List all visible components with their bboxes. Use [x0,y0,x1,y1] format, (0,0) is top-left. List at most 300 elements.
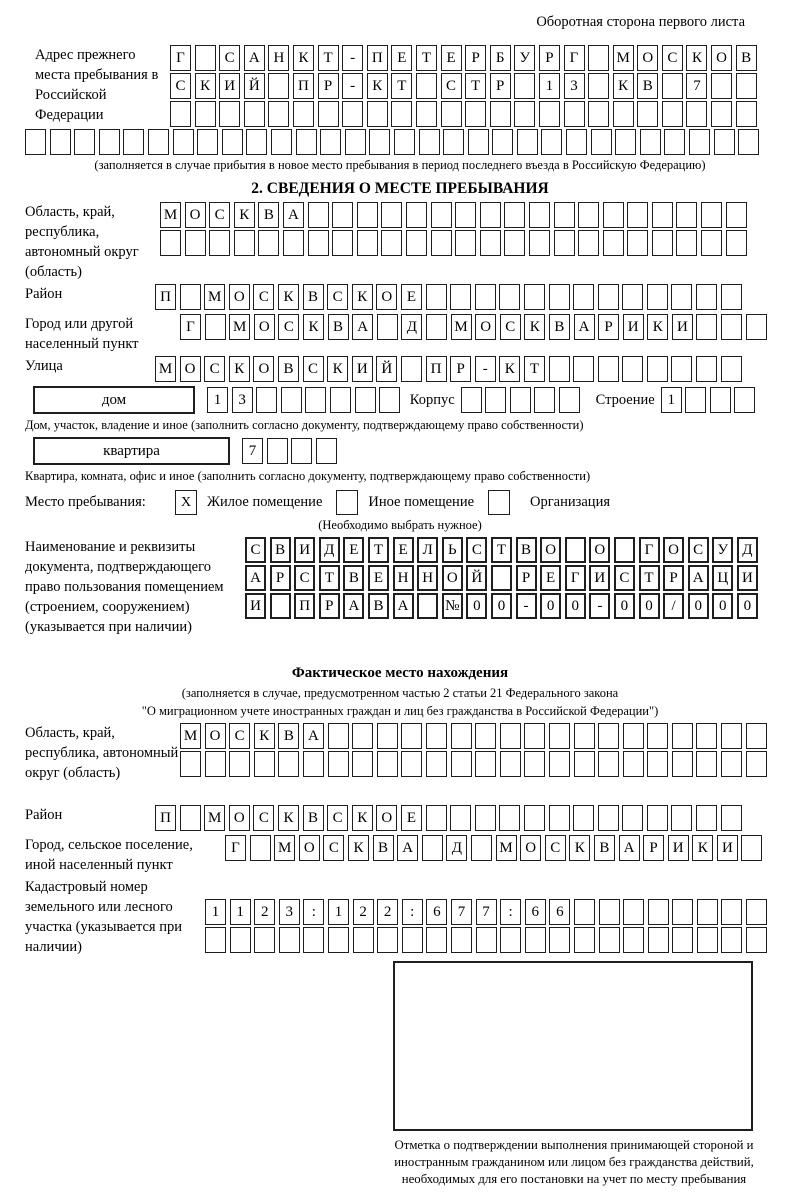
char-box: П [426,356,447,382]
char-box [721,314,742,340]
char-box [549,356,570,382]
char-box: К [348,835,369,861]
char-box [345,129,366,155]
char-box: С [204,356,225,382]
char-box [566,129,587,155]
char-box [696,751,717,777]
char-box: И [294,537,315,563]
char-box [268,101,289,127]
char-box: В [594,835,615,861]
stay-type-label: Место пребывания: [25,494,146,510]
char-box: А [283,202,304,228]
char-box: Р [318,73,339,99]
char-box [195,45,216,71]
char-box: В [278,723,299,749]
char-box: К [686,45,707,71]
char-box: С [500,314,521,340]
char-box [330,387,351,413]
region-row-1 [160,202,750,228]
district-field [25,284,775,312]
char-box: И [589,565,610,591]
char-box [615,129,636,155]
char-box [490,101,511,127]
char-box: О [229,805,250,831]
stay-type-field [25,490,775,515]
char-box [598,723,619,749]
house-note: Дом, участок, владение и иное (заполнить согласно документу, подтверждающему право собственности) [25,418,584,432]
char-box: 0 [491,593,512,619]
char-box [258,230,279,256]
char-box [416,101,437,127]
char-box [721,284,742,310]
char-box: Т [368,537,389,563]
char-box: Ь [442,537,463,563]
char-box: С [441,73,462,99]
char-box [303,927,324,953]
char-box: К [234,202,255,228]
char-box [622,805,643,831]
char-box: Й [244,73,265,99]
prev-address-row-3 [170,101,760,127]
char-box [377,927,398,953]
char-box [492,129,513,155]
char-box: Г [180,314,201,340]
char-box: 3 [564,73,585,99]
char-box [672,899,693,925]
document-row-3 [245,593,761,619]
char-box [726,202,747,228]
char-box [671,356,692,382]
char-box [622,284,643,310]
char-box: П [155,284,176,310]
char-box [352,751,373,777]
char-box [721,723,742,749]
char-box: С [253,805,274,831]
char-box [377,751,398,777]
char-box [696,356,717,382]
char-box [455,230,476,256]
char-box: С [253,284,274,310]
char-box [379,387,400,413]
char-box [205,927,226,953]
char-box: Е [540,565,561,591]
char-box: В [343,565,364,591]
char-box [267,438,288,464]
char-box: 7 [686,73,707,99]
char-box: В [303,284,324,310]
char-box [465,101,486,127]
char-box: 3 [279,899,300,925]
char-box [271,129,292,155]
char-box: 1 [661,387,682,413]
char-box: О [376,284,397,310]
char-box: С [245,537,266,563]
char-box [671,284,692,310]
char-box: К [352,284,373,310]
char-box [588,73,609,99]
char-box: Р [539,45,560,71]
char-box [419,129,440,155]
char-box [256,387,277,413]
char-box [180,805,201,831]
char-box [332,230,353,256]
char-box [303,751,324,777]
char-box [741,835,762,861]
char-box [734,387,755,413]
char-box [686,101,707,127]
char-box: - [589,593,610,619]
char-box: Е [401,284,422,310]
actual-region-row-1 [180,723,770,749]
char-box [736,73,757,99]
document-row-2 [245,565,761,591]
char-box [529,202,550,228]
actual-city-label: Город, сельское поселение, иной населенный пункт [25,837,193,873]
char-box: И [219,73,240,99]
actual-region-row-2 [180,751,770,777]
char-box [746,314,767,340]
char-box: М [451,314,472,340]
char-box [554,230,575,256]
char-box: О [180,356,201,382]
char-box: А [244,45,265,71]
char-box [524,751,545,777]
char-box [332,202,353,228]
char-box: : [402,899,423,925]
char-box [697,899,718,925]
char-box [367,101,388,127]
char-box: С [662,45,683,71]
char-box [74,129,95,155]
char-box: К [254,723,275,749]
char-box [578,202,599,228]
stay-option-label-organization: Организация [530,494,610,510]
char-box [426,723,447,749]
char-box [588,45,609,71]
char-box [222,129,243,155]
char-box: 1 [539,73,560,99]
char-box [549,927,570,953]
char-box [254,751,275,777]
char-box: М [160,202,181,228]
char-box: С [327,805,348,831]
char-box [529,230,550,256]
char-box [672,751,693,777]
char-box: № [442,593,463,619]
char-box [25,129,46,155]
char-box [573,356,594,382]
char-box: - [342,73,363,99]
char-box [514,73,535,99]
char-box: М [229,314,250,340]
char-box: 3 [232,387,253,413]
char-box [293,101,314,127]
char-box [574,927,595,953]
char-box: С [303,356,324,382]
char-box [471,835,492,861]
char-box: М [496,835,517,861]
char-box: 1 [207,387,228,413]
char-box [173,129,194,155]
char-box [283,230,304,256]
char-box [647,751,668,777]
char-box [549,284,570,310]
char-box [500,723,521,749]
char-box [672,723,693,749]
char-box: П [293,73,314,99]
char-box [500,927,521,953]
char-box [647,723,668,749]
char-box: Р [490,73,511,99]
char-box [281,387,302,413]
char-box [401,356,422,382]
char-box [514,101,535,127]
char-box: Р [270,565,291,591]
char-box: П [367,45,388,71]
char-box: С [294,565,315,591]
char-box [185,230,206,256]
cadastral-row-2 [205,927,771,953]
char-box: 2 [353,899,374,925]
char-box: А [619,835,640,861]
house-number-row [207,387,404,413]
char-box [652,230,673,256]
char-box: О [253,356,274,382]
char-box [598,356,619,382]
char-box [244,101,265,127]
char-box [443,129,464,155]
char-box [234,230,255,256]
char-box: Д [401,314,422,340]
char-box: К [229,356,250,382]
actual-region-label: Область, край, республика, автономный округ (область) [25,725,179,781]
prev-address-row-1 [170,45,760,71]
char-box [721,927,742,953]
char-box [662,101,683,127]
char-box [451,927,472,953]
char-box [721,356,742,382]
korpus-row [461,387,584,413]
char-box [598,284,619,310]
char-box [640,129,661,155]
char-box [278,751,299,777]
char-box [578,230,599,256]
char-box [599,899,620,925]
char-box: 2 [377,899,398,925]
char-box: Т [391,73,412,99]
char-box [648,927,669,953]
char-box [426,284,447,310]
actual-location-title: Фактическое место нахождения [291,665,509,681]
char-box: Т [465,73,486,99]
char-box: Т [319,565,340,591]
cadastral-label: Кадастровый номер земельного или лесного участка (указывается при наличии) [25,879,182,955]
char-box [422,835,443,861]
char-box: Р [598,314,619,340]
char-box [721,751,742,777]
actual-location-note-1: (заполняется в случае, предусмотренном частью 2 статьи 21 Федерального закона [181,686,619,700]
char-box: А [352,314,373,340]
char-box [254,927,275,953]
char-box: А [397,835,418,861]
char-box [711,101,732,127]
cadastral-field [25,877,775,957]
char-box [406,202,427,228]
char-box: С [545,835,566,861]
char-box [455,202,476,228]
char-box [205,751,226,777]
char-box [357,230,378,256]
char-box: М [204,805,225,831]
char-box [738,129,759,155]
char-box [402,927,423,953]
char-box: К [278,284,299,310]
char-box: С [688,537,709,563]
char-box [664,129,685,155]
cadastral-grid [205,899,771,957]
char-box: А [393,593,414,619]
char-box: 0 [466,593,487,619]
char-box [525,927,546,953]
char-box [623,723,644,749]
char-box [499,284,520,310]
char-box: В [328,314,349,340]
char-box: С [614,565,635,591]
char-box [504,230,525,256]
char-box [588,101,609,127]
char-box: 1 [328,899,349,925]
char-box [475,805,496,831]
char-box [328,751,349,777]
char-box: В [549,314,570,340]
apartment-type-box: квартира [33,437,230,465]
char-box: А [574,314,595,340]
char-box: 7 [242,438,263,464]
char-box: А [688,565,709,591]
korpus-label: Корпус [409,392,455,408]
char-box: Г [564,45,585,71]
char-box [450,284,471,310]
stamp-note: Отметка о подтверждении выполнения принимающей стороной и иностранным гражданином или лицом без гражданства действий, необходимых для его постановки на учет по месту пребывания [394,1138,754,1186]
char-box [591,129,612,155]
char-box: : [500,899,521,925]
prev-address-row-4 [25,129,775,155]
char-box [342,101,363,127]
char-box [573,805,594,831]
char-box: В [278,356,299,382]
apartment-note: Квартира, комната, офис и иное (заполнить согласно документу, подтверждающему право собственности) [25,469,591,483]
char-box: К [303,314,324,340]
char-box: Г [225,835,246,861]
char-box: В [736,45,757,71]
char-box [401,751,422,777]
char-box: Р [643,835,664,861]
char-box [647,284,668,310]
char-box [205,314,226,340]
char-box [714,129,735,155]
char-box [696,314,717,340]
district-label: Район [25,286,63,302]
char-box [50,129,71,155]
char-box [726,230,747,256]
char-box: С [323,835,344,861]
char-box: М [274,835,295,861]
stamp-area [393,961,753,1131]
char-box [517,129,538,155]
char-box [148,129,169,155]
actual-region-field [25,723,775,803]
char-box: Т [416,45,437,71]
actual-location-note-2: "О миграционном учете иностранных граждан и лиц без гражданства в Российской Федерации") [141,704,659,718]
char-box [416,73,437,99]
char-box: У [712,537,733,563]
prev-address-row-2 [170,73,760,99]
char-box: К [613,73,634,99]
char-box [480,202,501,228]
char-box: 1 [230,899,251,925]
char-box: К [327,356,348,382]
char-box [554,202,575,228]
char-box [401,723,422,749]
char-box: С [466,537,487,563]
char-box: И [245,593,266,619]
char-box: П [155,805,176,831]
char-box: О [185,202,206,228]
char-box [603,202,624,228]
actual-city-row [225,835,766,861]
prev-address-label: Адрес прежнего места пребывания в Российской Федерации [35,47,159,123]
char-box [377,314,398,340]
char-box [627,202,648,228]
actual-district-row [155,805,745,831]
char-box: Н [393,565,414,591]
char-box: 7 [451,899,472,925]
char-box [417,593,438,619]
char-box: О [540,537,561,563]
region-row-2 [160,230,750,256]
char-box [431,230,452,256]
actual-region-grid [180,723,770,803]
char-box: О [254,314,275,340]
char-box [250,835,271,861]
prev-address-grid [170,45,760,129]
char-box: - [516,593,537,619]
char-box: Т [524,356,545,382]
char-box [623,927,644,953]
char-box [355,387,376,413]
char-box [613,101,634,127]
char-box [524,805,545,831]
char-box [160,230,181,256]
char-box [291,438,312,464]
char-box [391,101,412,127]
char-box: И [737,565,758,591]
char-box [305,387,326,413]
char-box [441,101,462,127]
char-box: - [342,45,363,71]
stamp-section [393,961,755,1188]
char-box [180,751,201,777]
char-box [170,101,191,127]
char-box: 0 [540,593,561,619]
char-box: / [663,593,684,619]
char-box: К [692,835,713,861]
char-box: С [209,202,230,228]
char-box [431,202,452,228]
char-box: Б [490,45,511,71]
char-box: Н [268,45,289,71]
char-box [270,593,291,619]
